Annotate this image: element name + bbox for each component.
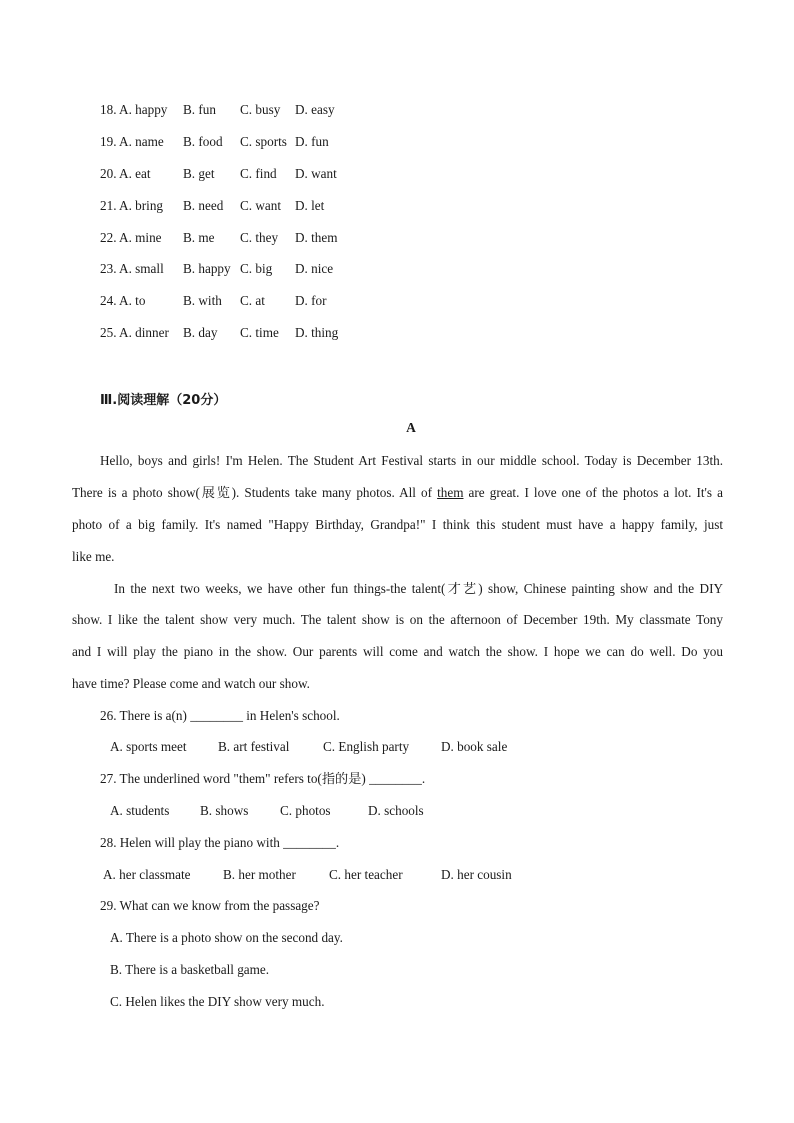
passage-text: are great. I love one of the photos a lot. It's a: [463, 485, 723, 500]
option-d: D. want: [295, 166, 337, 181]
option-b: B. art festival: [218, 739, 290, 754]
option-b: B. fun: [183, 102, 216, 117]
option-a: 21. A. bring: [100, 198, 164, 213]
question-26-stem: 26. There is a(n) ________ in Helen's school.: [100, 708, 340, 723]
passage-line: Hello, boys and girls! I'm Helen. The Student Art Festival starts in our middle school. Today is December 13th.: [100, 453, 723, 468]
passage-label: A: [406, 420, 416, 435]
passage-text: There is a photo show(展览). Students take many photos. All of: [72, 485, 438, 500]
option-d: D. them: [295, 230, 338, 245]
option-c: C. her teacher: [329, 867, 403, 882]
option-b: B. her mother: [223, 867, 296, 882]
option-b: B. happy: [183, 261, 231, 276]
option-b: B. need: [183, 198, 224, 213]
passage-line: and I will play the piano in the show. Our parents will come and watch the show. I hope we can do well. Do you: [72, 644, 723, 659]
option-c: C. at: [240, 293, 265, 308]
option-b: B. shows: [200, 803, 249, 818]
option-c: C. time: [240, 325, 279, 340]
passage-line: In the next two weeks, we have other fun things-the talent(才艺) show, Chinese painting show and the DIY: [114, 581, 723, 596]
passage-line: show. I like the talent show very much. The talent show is on the afternoon of December 19th. My classmate Tony: [72, 612, 723, 627]
underlined-word: them: [437, 485, 464, 500]
option-a: 25. A. dinner: [100, 325, 169, 340]
option-a: A. There is a photo show on the second day.: [110, 930, 343, 945]
option-a: 23. A. small: [100, 261, 164, 276]
option-c: C. big: [240, 261, 273, 276]
passage-line: [72, 484, 723, 502]
option-c: C. Helen likes the DIY show very much.: [110, 994, 325, 1009]
option-c: C. busy: [240, 102, 281, 117]
option-a: A. sports meet: [110, 739, 187, 754]
option-b: B. food: [183, 134, 223, 149]
option-a: 22. A. mine: [100, 230, 162, 245]
option-c: C. find: [240, 166, 277, 181]
option-b: B. There is a basketball game.: [110, 962, 270, 977]
option-d: D. nice: [295, 261, 334, 276]
option-d: D. thing: [295, 325, 339, 340]
option-b: B. get: [183, 166, 215, 181]
option-d: D. schools: [368, 803, 424, 818]
option-a: 18. A. happy: [100, 102, 168, 117]
option-d: D. for: [295, 293, 327, 308]
option-c: C. want: [240, 198, 282, 213]
option-a: 19. A. name: [100, 134, 164, 149]
option-b: B. me: [183, 230, 215, 245]
option-b: B. with: [183, 293, 222, 308]
option-d: D. easy: [295, 102, 335, 117]
option-d: D. fun: [295, 134, 329, 149]
option-a: A. students: [110, 803, 170, 818]
section-title: Ⅲ.阅读理解（20分）: [100, 393, 227, 408]
passage-line: photo of a big family. It's named "Happy Birthday, Grandpa!" I think this student must have a happy family, just: [72, 517, 723, 532]
option-c: C. sports: [240, 134, 287, 149]
option-d: D. her cousin: [441, 867, 512, 882]
option-c: C. they: [240, 230, 279, 245]
option-c: C. photos: [280, 803, 331, 818]
option-c: C. English party: [323, 739, 410, 754]
passage-line: have time? Please come and watch our show.: [72, 676, 310, 691]
option-a: 20. A. eat: [100, 166, 151, 181]
question-28-stem: 28. Helen will play the piano with ________.: [100, 835, 340, 850]
option-b: B. day: [183, 325, 218, 340]
option-a: A. her classmate: [103, 867, 191, 882]
question-27-stem: 27. The underlined word "them" refers to(指的是) ________.: [100, 771, 426, 786]
option-d: D. book sale: [441, 739, 508, 754]
passage-line: like me.: [72, 549, 115, 564]
option-a: 24. A. to: [100, 293, 146, 308]
option-d: D. let: [295, 198, 325, 213]
question-29-stem: 29. What can we know from the passage?: [100, 898, 320, 913]
